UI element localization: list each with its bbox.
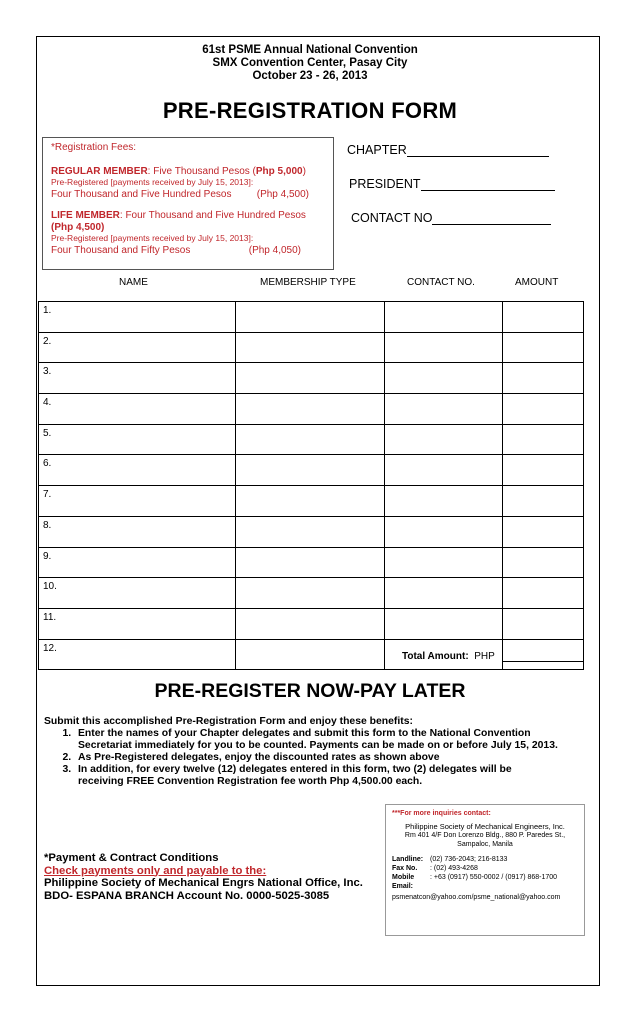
event-venue: SMX Convention Center, Pasay City	[212, 57, 408, 69]
total-currency: PHP	[474, 651, 495, 662]
row-membership-cell[interactable]	[235, 578, 385, 609]
landline-line	[392, 855, 578, 864]
row-name-cell[interactable]: 4.	[39, 394, 236, 425]
inquiries-heading: ***For more inquiries contact:	[392, 810, 491, 817]
row-membership-cell[interactable]	[235, 547, 385, 578]
table-row	[39, 424, 584, 455]
row-membership-cell[interactable]	[235, 302, 385, 333]
registration-fees-box	[42, 137, 334, 270]
slogan: PRE-REGISTER NOW-PAY LATER	[154, 680, 466, 702]
row-contact-cell[interactable]	[385, 608, 503, 639]
row-name-cell[interactable]: 12.	[39, 639, 236, 670]
row-membership-cell[interactable]	[235, 394, 385, 425]
row-name-cell[interactable]: 11.	[39, 608, 236, 639]
benefit-item: 2. As Pre-Registered delegates, enjoy the discounted rates as shown above	[74, 752, 604, 764]
life-member-text: : Four Thousand and Five Hundred Pesos	[119, 210, 306, 221]
table-row	[39, 394, 584, 425]
contact-label: CONTACT NO	[351, 211, 433, 225]
col-contact-no: CONTACT NO.	[407, 277, 475, 288]
event-dates: October 23 - 26, 2013	[252, 70, 368, 82]
fax-label: Fax No.	[392, 865, 418, 872]
row-membership-cell[interactable]	[235, 486, 385, 517]
row-amount-cell[interactable]	[503, 547, 584, 578]
landline-label: Landline:	[392, 856, 424, 863]
benefit-item: 1. Enter the names of your Chapter delegates and submit this form to the National Convention Secretariat immediately for you to be counted. Payments can be made on or before July 15, 2013.	[74, 728, 558, 752]
regular-pre-line	[51, 189, 309, 201]
contact-field[interactable]	[351, 211, 551, 225]
payment-heading: *Payment & Contract Conditions	[44, 852, 219, 864]
inquiries-org: Philippine Society of Mechanical Engineers, Inc.	[405, 822, 565, 831]
chapter-line[interactable]	[407, 144, 549, 157]
delegates-table	[38, 301, 584, 670]
regular-pre-text: Four Thousand and Five Hundred Pesos	[51, 188, 232, 200]
payment-payee: Philippine Society of Mechanical Engrs National Office, Inc.	[44, 877, 363, 889]
total-label: Total Amount:	[402, 651, 469, 662]
life-pre-text: Four Thousand and Fifty Pesos	[51, 244, 191, 256]
row-contact-cell[interactable]	[385, 394, 503, 425]
col-name: NAME	[119, 277, 148, 288]
regular-member-amount: Php 5,000	[255, 165, 303, 177]
table-row	[39, 516, 584, 547]
row-amount-cell[interactable]	[503, 424, 584, 455]
row-name-cell[interactable]: 10.	[39, 578, 236, 609]
row-amount-cell[interactable]	[503, 332, 584, 363]
row-membership-cell[interactable]	[235, 639, 385, 670]
row-membership-cell[interactable]	[235, 332, 385, 363]
row-amount-cell[interactable]	[503, 394, 584, 425]
row-amount-cell[interactable]	[503, 363, 584, 394]
mobile-value: : +63 (0917) 550-0002 / (0917) 868-1700	[430, 874, 558, 881]
table-row	[39, 332, 584, 363]
row-membership-cell[interactable]	[235, 424, 385, 455]
fees-heading: *Registration Fees:	[51, 142, 137, 153]
table-row	[39, 455, 584, 486]
regular-close: )	[302, 165, 306, 177]
email-value[interactable]: psmenatcon@yahoo.com/psme_national@yahoo.com	[392, 894, 561, 901]
life-pre-line	[51, 245, 301, 257]
regular-pre-amount: (Php 4,500)	[256, 188, 309, 200]
life-member-amount-value: (Php 4,500)	[51, 221, 105, 233]
regular-member-label: REGULAR MEMBER	[51, 165, 148, 177]
row-membership-cell[interactable]	[235, 608, 385, 639]
row-amount-cell[interactable]	[503, 302, 584, 333]
regular-member-text: : Five Thousand Pesos (	[147, 165, 256, 177]
benefit-item: 3. In addition, for every twelve (12) delegates entered in this form, two (2) delegates will be receiving FREE Convention Registration fee worth Php 4,500.00 each.	[74, 764, 558, 788]
table-row	[39, 608, 584, 639]
col-amount: AMOUNT	[515, 277, 559, 288]
life-pre-note: Pre-Registered [payments received by July 15, 2013]:	[51, 233, 254, 243]
row-name-cell[interactable]: 5.	[39, 424, 236, 455]
inquiries-address: Rm 401 4/F Don Lorenzo Bldg., 880 P. Paredes St., Sampaloc, Manila	[404, 832, 566, 848]
payment-account: BDO- ESPANA BRANCH Account No. 0000-5025-3085	[44, 889, 330, 902]
email-label: Email:	[392, 883, 414, 890]
life-member-label: LIFE MEMBER	[51, 210, 120, 221]
row-amount-cell[interactable]	[503, 486, 584, 517]
fax-line	[392, 864, 578, 873]
row-contact-cell[interactable]	[385, 302, 503, 333]
row-membership-cell[interactable]	[235, 363, 385, 394]
payment-check-note: Check payments only and payable to the:	[44, 864, 267, 877]
row-amount-cell[interactable]	[503, 608, 584, 639]
total-line[interactable]	[502, 651, 584, 662]
row-contact-cell[interactable]	[385, 547, 503, 578]
life-member-line	[51, 210, 325, 222]
table-row	[39, 486, 584, 517]
president-label: PRESIDENT	[349, 177, 421, 191]
row-name-cell[interactable]: 6.	[39, 455, 236, 486]
row-name-cell[interactable]: 2.	[39, 332, 236, 363]
table-row	[39, 302, 584, 333]
mobile-line	[392, 873, 578, 882]
president-field[interactable]	[349, 177, 555, 191]
president-line[interactable]	[421, 178, 555, 191]
row-amount-cell[interactable]	[503, 516, 584, 547]
payment-section	[44, 852, 363, 902]
row-contact-cell[interactable]	[385, 516, 503, 547]
row-membership-cell[interactable]	[235, 455, 385, 486]
benefits-intro: Submit this accomplished Pre-Registration Form and enjoy these benefits:	[44, 716, 413, 727]
col-membership-type: MEMBERSHIP TYPE	[260, 277, 356, 288]
row-amount-cell[interactable]	[503, 578, 584, 609]
landline-value: (02) 736-2043; 216-8133	[430, 856, 508, 863]
row-contact-cell[interactable]	[385, 332, 503, 363]
chapter-field[interactable]	[347, 143, 549, 157]
benefits-section	[44, 716, 604, 788]
life-pre-amount: (Php 4,050)	[248, 244, 301, 256]
life-member-amount	[51, 222, 325, 234]
regular-member-line	[51, 166, 325, 178]
row-name-cell[interactable]: 9.	[39, 547, 236, 578]
table-row	[39, 578, 584, 609]
row-name-cell[interactable]: 7.	[39, 486, 236, 517]
row-amount-cell[interactable]	[503, 455, 584, 486]
regular-pre-note: Pre-Registered [payments received by July 15, 2013]:	[51, 177, 254, 187]
row-name-cell[interactable]: 1.	[39, 302, 236, 333]
table-row	[39, 547, 584, 578]
chapter-label: CHAPTER	[347, 143, 407, 157]
row-contact-cell[interactable]	[385, 455, 503, 486]
row-contact-cell[interactable]	[385, 424, 503, 455]
row-name-cell[interactable]: 8.	[39, 516, 236, 547]
event-name: 61st PSME Annual National Convention	[202, 44, 418, 56]
fax-value: : (02) 493-4268	[430, 865, 478, 872]
mobile-label: Mobile	[392, 874, 415, 881]
row-membership-cell[interactable]	[235, 516, 385, 547]
row-contact-cell[interactable]	[385, 578, 503, 609]
total-amount	[402, 651, 584, 662]
table-row	[39, 363, 584, 394]
form-title: PRE-REGISTRATION FORM	[162, 98, 458, 123]
row-contact-cell[interactable]	[385, 363, 503, 394]
row-contact-cell[interactable]	[385, 486, 503, 517]
contact-line[interactable]	[432, 212, 551, 225]
email-line	[392, 882, 578, 891]
inquiries-box	[385, 804, 585, 936]
row-name-cell[interactable]: 3.	[39, 363, 236, 394]
